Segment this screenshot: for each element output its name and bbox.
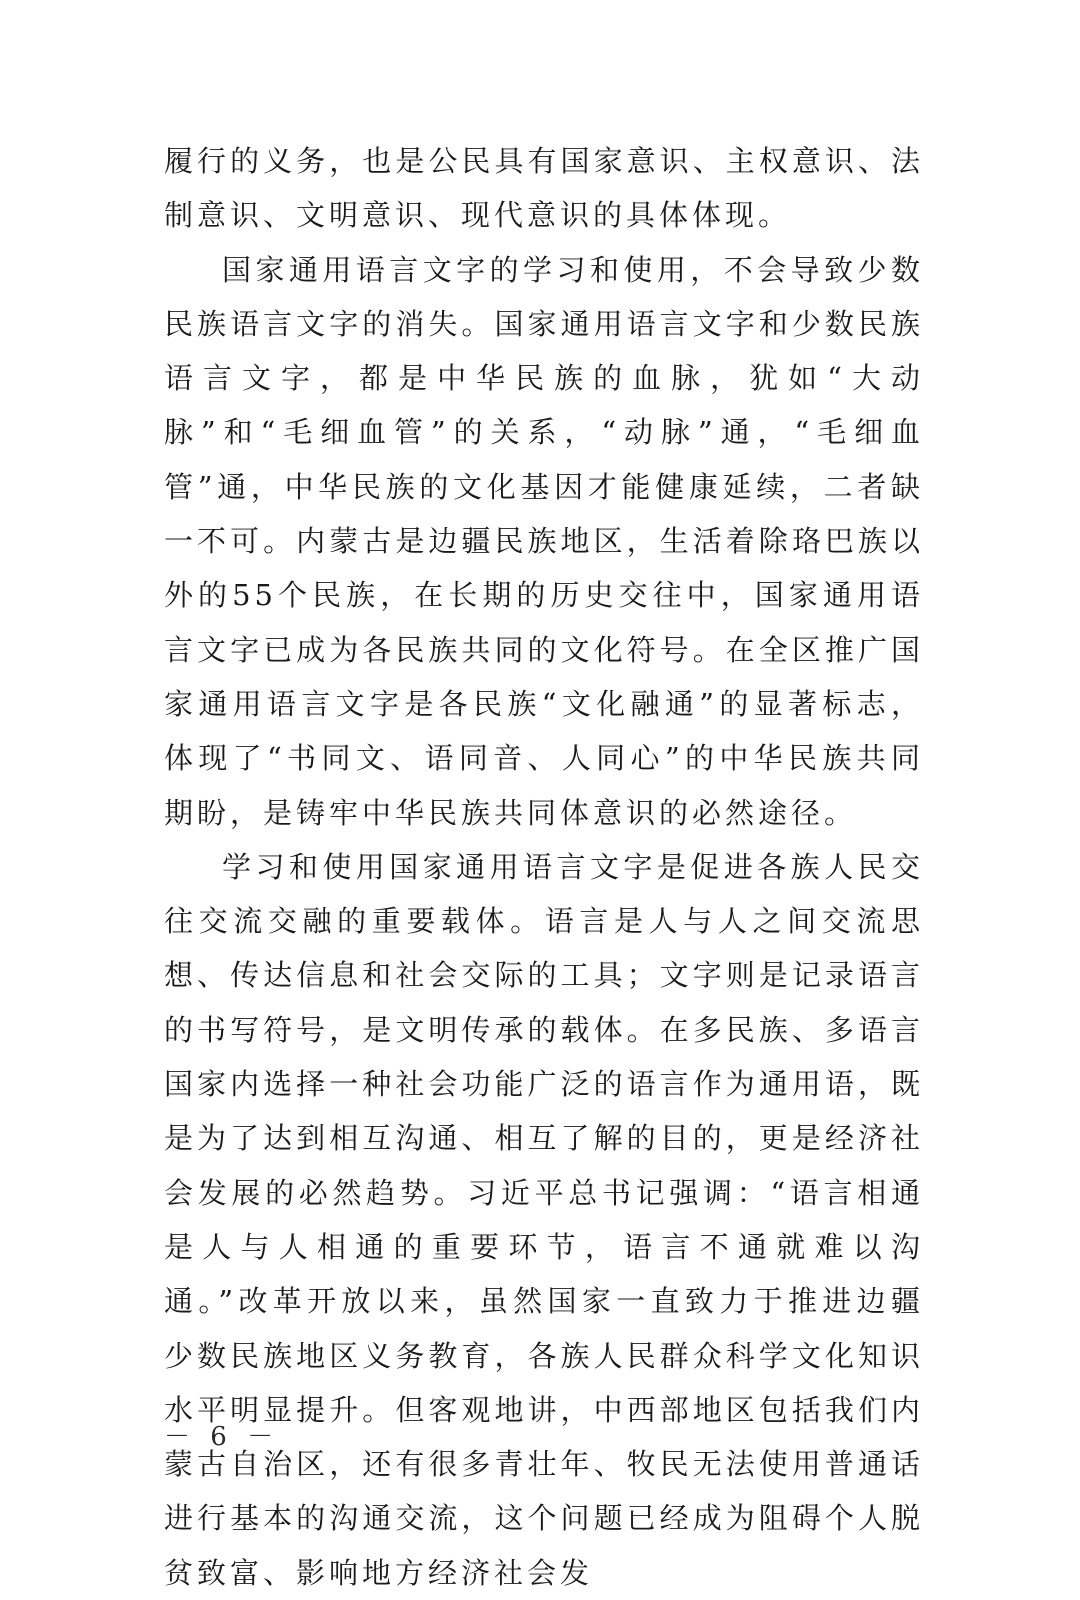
page-number: － 6 － <box>164 1422 280 1452</box>
paragraph-continuation: 履行的义务，也是公民具有国家意识、主权意识、法制意识、文明意识、现代意识的具体体现。 <box>164 144 924 233</box>
paragraph-language-heritage: 国家通用语言文字的学习和使用，不会导致少数民族语言文字的消失。国家通用语言文字和少数民族语言文字，都是中华民族的血脉，犹如“大动脉”和“毛细血管”的关系，“动脉”通，“毛细血管”通，中华民族的文化基因才能健康延续，二者缺一不可。内蒙古是边疆民族地区，生活着除珞巴族以外的55个民族，在长期的历史交往中，国家通用语言文字已成为各民族共同的文化符号。在全区推广国家通用语言文字是各民族“文化融通”的显著标志，体现了“书同文、语同音、人同心”的中华民族共同期盼，是铸牢中华民族共同体意识的必然途径。 <box>164 252 924 830</box>
body-text <box>164 134 924 1600</box>
paragraph-communication: 学习和使用国家通用语言文字是促进各族人民交往交流交融的重要载体。语言是人与人之间交流思想、传达信息和社会交际的工具；文字则是记录语言的书写符号，是文明传承的载体。在多民族、多语言国家内选择一种社会功能广泛的语言作为通用语，既是为了达到相互沟通、相互了解的目的，更是经济社会发展的必然趋势。习近平总书记强调：“语言相通是人与人相通的重要环节，语言不通就难以沟通。”改革开放以来，虽然国家一直致力于推进边疆少数民族地区义务教育，各族人民群众科学文化知识水平明显提升。但客观地讲，中西部地区包括我们内蒙古自治区，还有很多青壮年、牧民无法使用普通话进行基本的沟通交流，这个问题已经成为阻碍个人脱贫致富、影响地方经济社会发 <box>164 849 924 1590</box>
